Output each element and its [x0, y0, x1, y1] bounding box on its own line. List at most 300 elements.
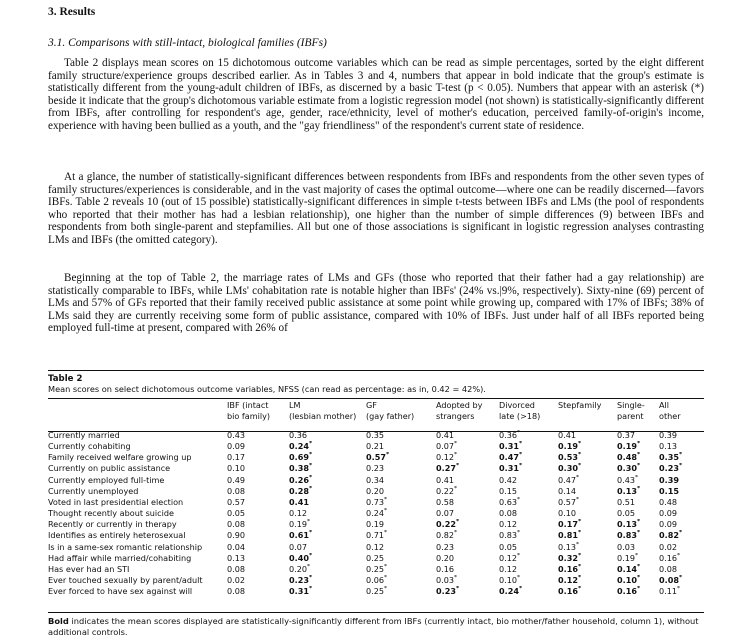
table-cell: [366, 486, 436, 497]
row-label: Recently or currently in therapy: [48, 519, 177, 530]
table-row: [48, 542, 704, 553]
cell-value: 0.02: [659, 541, 678, 552]
paragraph-3: Beginning at the top of Table 2, the marriage rates of LMs and GFs (those who reported that their father had a gay relationship) are statistically comparable to IBFs, while LMs' cohabitation rate is notable higher than IBFs' (24% vs.|9%, respectively). Sixty-nine (69) percent of LMs and 57% of GFs reported that their family received public assistance at some point while growing up, compared with 17% of IBFs; 38% of LMs said they are currently receiving some form of public assistance, compared with 10% of IBFs. Just under half of all IBFs reported being employed full-time at present, compared with 26% of: [48, 272, 704, 335]
column-header-line2: bio family): [227, 410, 271, 421]
cell-value: 0.41: [436, 430, 455, 440]
column-header-line2: other: [659, 410, 681, 421]
cell-value: 0.36: [499, 430, 518, 440]
significance-asterisk: *: [636, 452, 641, 459]
cell-value: 0.30: [617, 463, 637, 474]
table-cell: [227, 586, 289, 597]
cell-value: 0.05: [227, 508, 246, 519]
table-cell: [558, 508, 617, 519]
cell-value: 0.16: [558, 563, 578, 574]
table-cell: [289, 497, 366, 508]
significance-asterisk: *: [454, 485, 458, 492]
table-cell: [366, 497, 436, 508]
cell-value: 0.23: [436, 586, 456, 597]
cell-value: 0.27: [436, 463, 456, 474]
cell-value: 0.14: [558, 485, 577, 496]
cell-value: 0.23: [366, 463, 385, 474]
note-text: indicates the mean scores displayed are statistically-significantly different from IBFs (currently intact, bio mother/father household, column 1), without additional controls.: [48, 616, 699, 637]
cell-value: 0.21: [366, 441, 385, 452]
significance-asterisk: *: [517, 575, 521, 582]
table-cell: [366, 463, 436, 474]
cell-value: 0.13: [617, 519, 637, 530]
column-header-line1: All: [659, 400, 670, 410]
table-cell: [289, 441, 366, 452]
cell-value: 0.23: [436, 541, 455, 552]
row-label: Ever touched sexually by parent/adult: [48, 575, 203, 586]
table-cell: [617, 475, 659, 486]
cell-value: 0.30: [558, 463, 578, 474]
table-row: [48, 463, 704, 474]
cell-value: 0.41: [436, 474, 455, 485]
table-row: [48, 430, 704, 441]
row-label: Family received welfare growing up: [48, 452, 192, 463]
table-cell: [659, 497, 704, 508]
significance-asterisk: *: [518, 463, 523, 470]
table-cell: [366, 575, 436, 586]
significance-asterisk: *: [308, 530, 313, 537]
significance-asterisk: *: [518, 441, 523, 448]
table-cell: [436, 486, 499, 497]
significance-asterisk: *: [678, 463, 683, 470]
cell-value: 0.08: [227, 519, 246, 530]
cell-value: 0.40: [289, 552, 309, 563]
table-cell: [227, 463, 289, 474]
row-label: Identifies as entirely heterosexual: [48, 530, 186, 541]
significance-asterisk: *: [384, 496, 388, 503]
table-cell: [499, 542, 558, 553]
table-cell: [366, 530, 436, 541]
cell-value: 0.12: [289, 508, 308, 519]
column-header-line1: Adopted by: [436, 400, 483, 410]
cell-value: 0.39: [659, 474, 679, 485]
cell-value: 0.03: [617, 541, 636, 552]
cell-value: 0.12: [499, 552, 518, 563]
table-cell: [436, 508, 499, 519]
cell-value: 0.05: [499, 541, 518, 552]
table-cell: [436, 575, 499, 586]
table-cell: [558, 441, 617, 452]
table-cell: [499, 486, 558, 497]
cell-value: 0.39: [659, 430, 678, 440]
cell-value: 0.31: [499, 441, 519, 452]
significance-asterisk: *: [577, 575, 582, 582]
column-header-line1: Single-: [617, 400, 645, 410]
table-cell: [617, 586, 659, 597]
column-header-line2: parent: [617, 410, 644, 421]
note-bold: Bold: [48, 616, 69, 626]
table-cell: [436, 542, 499, 553]
table-row: [48, 586, 704, 597]
significance-asterisk: *: [454, 452, 458, 459]
cell-value: 0.83: [617, 530, 637, 541]
table-cell: [617, 463, 659, 474]
column-header-line1: Stepfamily: [558, 400, 602, 410]
cell-value: 0.03: [436, 575, 455, 586]
cell-value: 0.58: [436, 496, 455, 507]
table-cell: [436, 586, 499, 597]
table-cell: [499, 564, 558, 575]
significance-asterisk: *: [577, 586, 582, 593]
cell-value: 0.73: [366, 496, 385, 507]
row-label: Has ever had an STI: [48, 563, 130, 574]
table-cell: [227, 486, 289, 497]
table-cell: [289, 508, 366, 519]
table-cell: [227, 441, 289, 452]
cell-value: 0.12: [436, 452, 455, 463]
column-header-line2: strangers: [436, 410, 475, 421]
significance-asterisk: *: [635, 474, 639, 481]
significance-asterisk: *: [308, 452, 313, 459]
cell-value: 0.13: [659, 441, 678, 452]
significance-asterisk: *: [518, 452, 523, 459]
table-cell: [617, 542, 659, 553]
table-row: [48, 564, 704, 575]
column-header: [289, 399, 366, 430]
table-cell: [659, 463, 704, 474]
table-cell: [659, 575, 704, 586]
row-label: Currently unemployed: [48, 485, 139, 496]
cell-value: 0.09: [659, 519, 678, 530]
significance-asterisk: *: [636, 441, 641, 448]
significance-asterisk: *: [384, 508, 388, 515]
cell-value: 0.15: [659, 485, 679, 496]
paragraph-2: At a glance, the number of statistically-significant differences between respondents from IBFs and respondents from the other seven types of family structures/experiences is considerable, and in the vast majority of cases the optimal outcome—where one can be readily discerned—favors IBFs. Table 2 reveals 10 (out of 15 possible) statistically-significant differences in simple t-tests between IBFs and LMs (the pool of respondents who reported that their mother has had a lesbian relationship), one higher than the number of simple differences (9) between IBFs and respondents from both single-parent and stepfamilies. All but one of those associations is significant in logistic regression analyses contrasting LMs and IBFs (the omitted category).: [48, 171, 704, 246]
significance-asterisk: *: [308, 441, 313, 448]
cell-value: 0.02: [227, 575, 246, 586]
significance-asterisk: *: [455, 519, 460, 526]
column-header: [227, 399, 289, 430]
significance-asterisk: *: [308, 485, 313, 492]
cell-value: 0.17: [558, 519, 578, 530]
table-cell: [436, 530, 499, 541]
significance-asterisk: *: [384, 530, 388, 537]
cell-value: 0.42: [499, 474, 518, 485]
cell-value: 0.37: [617, 430, 636, 440]
table-cell: [436, 497, 499, 508]
table-row: [48, 452, 704, 463]
column-header-line1: LM: [289, 400, 301, 410]
significance-asterisk: *: [517, 530, 521, 537]
table-cell: [289, 475, 366, 486]
table-cell: [659, 508, 704, 519]
table-cell: [289, 452, 366, 463]
column-header-line1: IBF (intact: [227, 400, 269, 410]
table-body: [48, 430, 704, 597]
table-cell: [436, 564, 499, 575]
significance-asterisk: *: [517, 552, 521, 559]
table-cell: [558, 575, 617, 586]
table-cell: [436, 519, 499, 530]
table-cell: [558, 486, 617, 497]
cell-value: 0.47: [499, 452, 519, 463]
cell-value: 0.20: [436, 552, 455, 563]
table-row: [48, 553, 704, 564]
cell-value: 0.12: [366, 541, 385, 552]
table-cell: [289, 530, 366, 541]
cell-value: 0.10: [227, 463, 246, 474]
table-cell: [289, 542, 366, 553]
table-cell: [289, 564, 366, 575]
cell-value: 0.12: [499, 519, 518, 530]
significance-asterisk: *: [308, 552, 313, 559]
cell-value: 0.20: [289, 563, 308, 574]
significance-asterisk: *: [636, 575, 641, 582]
table-cell: [659, 564, 704, 575]
significance-asterisk: *: [636, 563, 641, 570]
significance-asterisk: *: [577, 519, 582, 526]
cell-value: 0.11: [659, 586, 678, 597]
table-cell: [659, 542, 704, 553]
table-cell: [558, 452, 617, 463]
cell-value: 0.08: [227, 485, 246, 496]
cell-value: 0.48: [617, 452, 637, 463]
significance-asterisk: *: [308, 463, 313, 470]
cell-value: 0.06: [366, 575, 385, 586]
table-cell: [659, 519, 704, 530]
cell-value: 0.19: [558, 441, 578, 452]
significance-asterisk: *: [636, 485, 641, 492]
table-row: [48, 497, 704, 508]
cell-value: 0.57: [366, 452, 386, 463]
cell-value: 0.41: [558, 430, 577, 440]
table-cell: [659, 430, 704, 441]
cell-value: 0.12: [558, 575, 578, 586]
table-cell: [499, 553, 558, 564]
table-cell: [499, 508, 558, 519]
table-cell: [227, 519, 289, 530]
cell-value: 0.71: [366, 530, 385, 541]
cell-value: 0.31: [289, 586, 309, 597]
cell-value: 0.13: [617, 485, 637, 496]
table-cell: [659, 452, 704, 463]
row-label: Is in a same-sex romantic relationship: [48, 541, 203, 552]
significance-asterisk: *: [308, 586, 313, 593]
table-cell: [558, 430, 617, 441]
row-label: Currently employed full-time: [48, 474, 165, 485]
significance-asterisk: *: [455, 463, 460, 470]
table-cell: [436, 430, 499, 441]
cell-value: 0.16: [558, 586, 578, 597]
column-header: [436, 399, 499, 430]
cell-value: 0.41: [289, 496, 309, 507]
cell-value: 0.09: [227, 441, 246, 452]
cell-value: 0.82: [436, 530, 455, 541]
table-header-row: [48, 399, 704, 430]
column-header-line2: (gay father): [366, 410, 415, 421]
table-cell: [659, 441, 704, 452]
cell-value: 0.49: [227, 474, 246, 485]
table-cell: [289, 430, 366, 441]
cell-value: 0.09: [659, 508, 678, 519]
table-cell: [558, 530, 617, 541]
row-label: Had affair while married/cohabiting: [48, 552, 192, 563]
column-header-line2: late (>18): [499, 410, 541, 421]
table-bottom-rule: [48, 612, 704, 613]
table-cell: [499, 475, 558, 486]
row-label: Thought recently about suicide: [48, 508, 174, 519]
table-cell: [659, 475, 704, 486]
table-cell: [558, 519, 617, 530]
cell-value: 0.14: [617, 563, 637, 574]
cell-value: 0.04: [227, 541, 246, 552]
significance-asterisk: *: [307, 563, 311, 570]
significance-asterisk: *: [455, 586, 460, 593]
cell-value: 0.31: [499, 463, 519, 474]
table-cell: [227, 575, 289, 586]
table-cell: [436, 463, 499, 474]
table-cell: [289, 519, 366, 530]
cell-value: 0.47: [558, 474, 577, 485]
table-cell: [366, 452, 436, 463]
table-cell: [436, 475, 499, 486]
table-cell: [499, 586, 558, 597]
column-header-line1: Divorced: [499, 400, 535, 410]
paragraph-1: Table 2 displays mean scores on 15 dichotomous outcome variables which can be read as simple percentages, sorted by the eight different family structure/experience groups described earlier. As in Tables 3 and 4, numbers that appear in bold indicate that the group's estimate is statistically different from the young-adult children of IBFs, as discerned by a basic T-test (p < 0.05). Numbers that appear with an asterisk (*) beside it indicate that the group's dichotomous variable estimate from a logistic regression model (not shown) is statistically-significantly different from IBFs, after controlling for respondent's age, gender, race/ethnicity, level of mother's education, perceived family-of-origin's income, experience with having been bullied as a youth, and the "gay friendliness" of the respondent's current state of residence.: [48, 57, 704, 132]
table-cell: [366, 564, 436, 575]
table-cell: [499, 530, 558, 541]
table-cell: [617, 519, 659, 530]
table-cell: [659, 586, 704, 597]
significance-asterisk: *: [678, 452, 683, 459]
table-cell: [617, 430, 659, 441]
significance-asterisk: *: [308, 575, 313, 582]
table-cell: [617, 553, 659, 564]
significance-asterisk: *: [636, 530, 641, 537]
table-cell: [289, 575, 366, 586]
table-cell: [366, 475, 436, 486]
table-cell: [617, 486, 659, 497]
significance-asterisk: *: [577, 563, 582, 570]
table-cell: [617, 530, 659, 541]
cell-value: 0.63: [499, 496, 518, 507]
significance-asterisk: *: [636, 586, 641, 593]
table-row: [48, 475, 704, 486]
table-title: Table 2: [48, 374, 83, 384]
table-top-rule: [48, 370, 704, 371]
table-cell: [366, 441, 436, 452]
significance-asterisk: *: [517, 430, 521, 436]
table-cell: [227, 542, 289, 553]
cell-value: 0.24: [289, 441, 309, 452]
table-cell: [366, 430, 436, 441]
table-cell: [659, 553, 704, 564]
table-row: [48, 519, 704, 530]
table-cell: [558, 475, 617, 486]
table-cell: [499, 441, 558, 452]
cell-value: 0.16: [659, 552, 678, 563]
table-row: [48, 575, 704, 586]
cell-value: 0.05: [617, 508, 636, 519]
significance-asterisk: *: [677, 552, 681, 559]
cell-value: 0.12: [499, 563, 518, 574]
table-cell: [366, 553, 436, 564]
cell-value: 0.23: [289, 575, 309, 586]
table-cell: [499, 463, 558, 474]
significance-asterisk: *: [385, 452, 390, 459]
significance-asterisk: *: [635, 552, 639, 559]
table-cell: [499, 575, 558, 586]
cell-value: 0.69: [289, 452, 309, 463]
cell-value: 0.24: [499, 586, 519, 597]
significance-asterisk: *: [678, 575, 683, 582]
table-cell: [558, 553, 617, 564]
significance-asterisk: *: [454, 575, 458, 582]
cell-value: 0.38: [289, 463, 309, 474]
cell-value: 0.32: [558, 552, 578, 563]
table-cell: [617, 497, 659, 508]
cell-value: 0.20: [366, 485, 385, 496]
table-cell: [617, 575, 659, 586]
table-cell: [366, 586, 436, 597]
cell-value: 0.19: [617, 552, 636, 563]
significance-asterisk: *: [307, 519, 311, 526]
cell-value: 0.48: [659, 496, 678, 507]
cell-value: 0.35: [366, 430, 385, 440]
row-label: Voted in last presidential election: [48, 496, 184, 507]
table-cell: [366, 519, 436, 530]
significance-asterisk: *: [677, 586, 681, 593]
significance-asterisk: *: [576, 496, 580, 503]
cell-value: 0.08: [227, 563, 246, 574]
significance-asterisk: *: [577, 441, 582, 448]
cell-value: 0.24: [366, 508, 385, 519]
cell-value: 0.19: [617, 441, 637, 452]
cell-value: 0.28: [289, 485, 309, 496]
cell-value: 0.43: [227, 430, 246, 440]
table-cell: [289, 553, 366, 564]
cell-value: 0.57: [558, 496, 577, 507]
cell-value: 0.35: [659, 452, 679, 463]
significance-asterisk: *: [384, 575, 388, 582]
significance-asterisk: *: [576, 474, 580, 481]
significance-asterisk: *: [518, 586, 523, 593]
table-cell: [366, 542, 436, 553]
table-cell: [436, 441, 499, 452]
column-header-line1: GF: [366, 400, 377, 410]
cell-value: 0.13: [227, 552, 246, 563]
cell-value: 0.34: [366, 474, 385, 485]
table-row: [48, 508, 704, 519]
table-cell: [436, 553, 499, 564]
table-cell: [659, 486, 704, 497]
table-cell: [499, 519, 558, 530]
significance-asterisk: *: [517, 496, 521, 503]
table-cell: [558, 586, 617, 597]
table-row: [48, 530, 704, 541]
table-cell: [227, 530, 289, 541]
cell-value: 0.07: [436, 508, 455, 519]
table-cell: [227, 553, 289, 564]
cell-value: 0.26: [289, 474, 309, 485]
cell-value: 0.36: [289, 430, 308, 440]
cell-value: 0.15: [499, 485, 518, 496]
subsection-heading: 3.1. Comparisons with still-intact, biological families (IBFs): [48, 37, 327, 49]
significance-asterisk: *: [576, 541, 580, 548]
significance-asterisk: *: [384, 586, 388, 593]
cell-value: 0.17: [227, 452, 246, 463]
table-cell: [659, 530, 704, 541]
results-table: [48, 399, 704, 597]
cell-value: 0.16: [617, 586, 637, 597]
row-label: Currently cohabiting: [48, 441, 131, 452]
significance-asterisk: *: [577, 552, 582, 559]
cell-value: 0.57: [227, 496, 246, 507]
table-cell: [227, 564, 289, 575]
